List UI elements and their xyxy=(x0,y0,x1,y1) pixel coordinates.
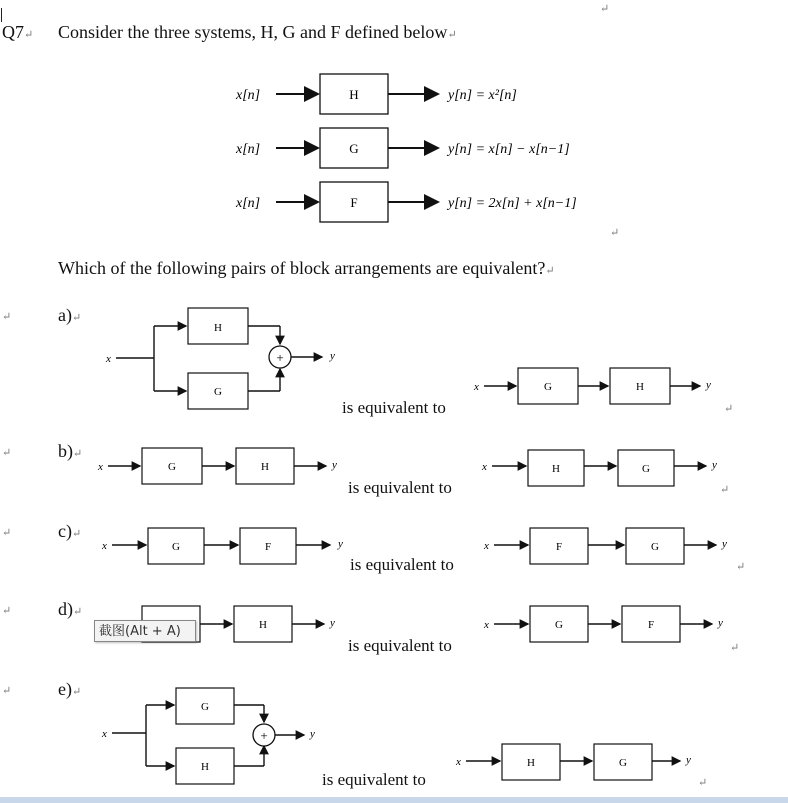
block-label: G xyxy=(619,757,627,769)
equivalence-text: is equivalent to xyxy=(322,770,426,789)
block-label: G xyxy=(172,541,180,553)
signal-x-label: x xyxy=(484,540,489,552)
equivalence-text: is equivalent to xyxy=(342,398,446,417)
block-label: G xyxy=(214,386,222,398)
signal-y-label: y xyxy=(718,617,723,629)
equivalence-text: is equivalent to xyxy=(350,555,454,574)
paragraph-mark: ↵ xyxy=(73,448,83,460)
system-definitions-diagram xyxy=(0,60,788,240)
system-row-g xyxy=(235,128,570,168)
block-label: G xyxy=(201,701,209,713)
block-label: F xyxy=(647,619,655,631)
paragraph-mark: ↵ xyxy=(71,528,82,540)
signal-x-label: x xyxy=(474,381,479,393)
question-intro-text: Consider the three systems, H, G and F defined below xyxy=(58,22,448,42)
paragraph-mark: ↵ xyxy=(600,3,610,15)
block-label: H xyxy=(214,322,222,334)
screenshot-tooltip: 截图(Alt + A) xyxy=(94,620,196,642)
signal-y-label: y xyxy=(338,538,343,550)
part-label-text: d) xyxy=(58,599,73,619)
block-label: F xyxy=(264,541,272,553)
plus-sign: + xyxy=(260,728,268,743)
block-label: G xyxy=(555,619,563,631)
paragraph-mark: ↵ xyxy=(71,686,82,698)
system-output-equation: y[n] = x[n] − x[n−1] xyxy=(448,142,570,157)
block-label: H xyxy=(527,757,535,769)
paragraph-mark: ↵ xyxy=(610,227,620,239)
block-label: G xyxy=(651,541,659,553)
part-label-text: c) xyxy=(58,521,72,541)
signal-y-label: y xyxy=(686,754,691,766)
paragraph-mark: ↵ xyxy=(2,447,12,459)
paragraph-mark: ↵ xyxy=(73,606,83,618)
block-label: G xyxy=(544,381,552,393)
system-output-equation: y[n] = 2x[n] + x[n−1] xyxy=(448,196,577,211)
system-input-label: x[n] xyxy=(236,196,261,211)
paragraph-mark: ↵ xyxy=(545,265,555,277)
signal-y-label: y xyxy=(706,379,711,391)
block-label: H xyxy=(261,461,269,473)
block-label: H xyxy=(552,463,560,475)
paragraph-mark: ↵ xyxy=(698,777,708,789)
paragraph-mark: ↵ xyxy=(2,605,12,617)
block-label: G xyxy=(642,463,650,475)
equivalence-text: is equivalent to xyxy=(348,636,452,655)
system-input-label: x[n] xyxy=(236,88,261,103)
paragraph-mark: ↵ xyxy=(724,403,734,415)
signal-y-label: y xyxy=(712,459,717,471)
signal-x-label: x xyxy=(484,619,489,631)
signal-x-label: x xyxy=(106,353,111,365)
question-prompt-text: Which of the following pairs of block arrangements are equivalent? xyxy=(58,258,546,278)
block-label: H xyxy=(636,381,644,393)
text-cursor xyxy=(1,8,2,22)
window-bottom-edge xyxy=(0,797,788,803)
block-label: F xyxy=(350,195,358,210)
signal-y-label: y xyxy=(722,538,727,550)
part-label-text: a) xyxy=(58,305,72,325)
block-label: G xyxy=(349,141,359,156)
paragraph-mark: ↵ xyxy=(2,527,12,539)
system-row-h xyxy=(235,74,517,114)
block-label: H xyxy=(259,619,267,631)
signal-y-label: y xyxy=(330,617,335,629)
paragraph-mark: ↵ xyxy=(447,29,457,41)
question-intro xyxy=(58,22,457,43)
part-label-text: e) xyxy=(58,679,72,699)
equivalence-text: is equivalent to xyxy=(348,478,452,497)
system-row-f xyxy=(235,182,577,222)
signal-x-label: x xyxy=(482,461,487,473)
signal-x-label: x xyxy=(98,461,103,473)
signal-x-label: x xyxy=(102,540,107,552)
block-label: H xyxy=(349,87,359,102)
block-label: G xyxy=(168,461,176,473)
part-label-text: b) xyxy=(58,441,73,461)
paragraph-mark: ↵ xyxy=(730,642,740,654)
signal-y-label: y xyxy=(332,459,337,471)
paragraph-mark: ↵ xyxy=(2,685,12,697)
paragraph-mark: ↵ xyxy=(71,312,82,324)
question-number-text: Q7 xyxy=(2,22,24,42)
paragraph-mark: ↵ xyxy=(24,29,34,41)
question-prompt xyxy=(58,258,555,279)
block-label: F xyxy=(555,541,563,553)
system-input-label: x[n] xyxy=(236,142,261,157)
signal-x-label: x xyxy=(102,728,107,740)
block-label: H xyxy=(201,761,209,773)
signal-y-label: y xyxy=(310,728,315,740)
paragraph-mark: ↵ xyxy=(720,484,730,496)
question-number xyxy=(2,22,33,43)
system-output-equation: y[n] = x²[n] xyxy=(448,88,517,103)
plus-sign: + xyxy=(276,350,284,365)
paragraph-mark: ↵ xyxy=(2,311,12,323)
signal-x-label: x xyxy=(456,756,461,768)
signal-y-label: y xyxy=(330,350,335,362)
paragraph-mark: ↵ xyxy=(736,561,746,573)
